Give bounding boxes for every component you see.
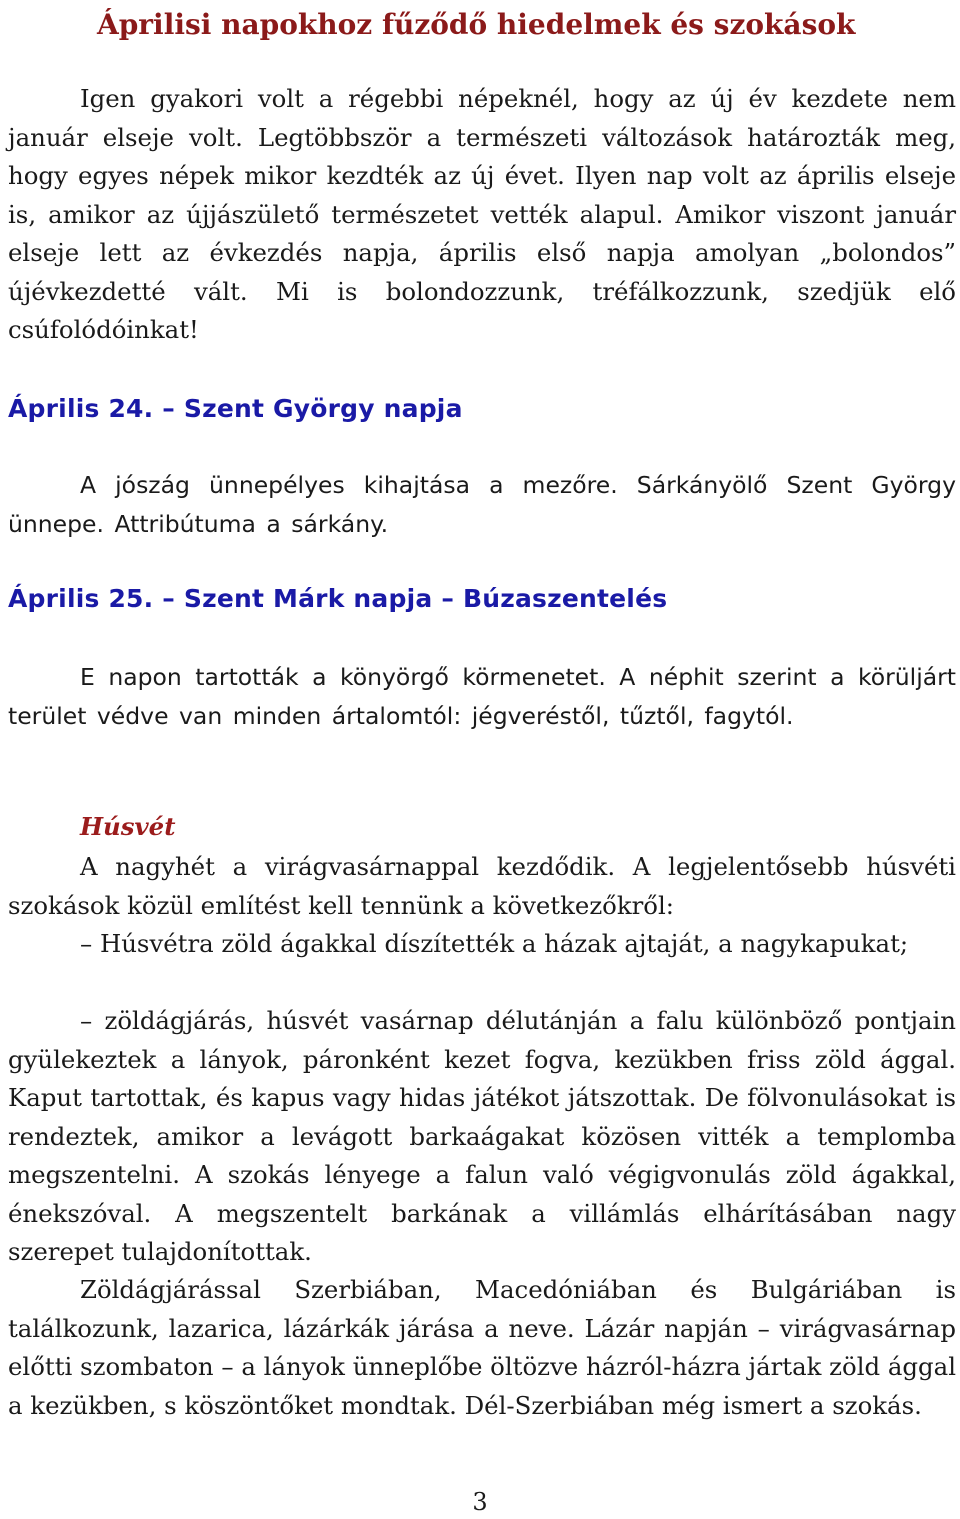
easter-subheading: Húsvét [80, 812, 176, 841]
section-heading-april-24: Április 24. – Szent György napja [8, 394, 463, 423]
easter-lead-paragraph: A nagyhét a virágvasárnappal kezdődik. A legjelentősebb húsvéti szokások közül említést kell tennünk a következőkről: [8, 852, 956, 920]
page-number: 3 [472, 1488, 488, 1516]
easter-list-item-2: – zöldágjárás, húsvét vasárnap délutánján a falu különböző pontjain gyülekeztek a lányok, páronként kezet fogva, kezükben friss zöld ággal. Kaput tartottak, és kapus vagy hidas játékot játszottak. De fölvonulásokat is rendeztek, amikor a levágott barkaágakat közösen vitték a templomba megszentelni. A szokás lényege a falun való végigvonulás zöld ágakkal, énekszóval. A megszentelt barkának a villámlás elhárításában nagy szerepet tulajdonítottak. [8, 1006, 956, 1266]
closing-paragraph: Zöldágjárással Szerbiában, Macedóniában és Bulgáriában is találkozunk, lazarica, lázárkák járása a neve. Lázár napján – virágvasárnap előtti szombaton – a lányok ünneplőbe öltözve házról-házra jártak zöld ággal a kezükben, s köszöntőket mondtak. Dél-Szerbiában még ismert a szokás. [8, 1275, 956, 1420]
easter-list-item-1: – Húsvétra zöld ágakkal díszítették a házak ajtaját, a nagykapukat; [80, 929, 909, 958]
intro-paragraph: Igen gyakori volt a régebbi népeknél, hogy az új év kezdete nem január elseje volt. Legtöbbször a természeti változások határozták meg, hogy egyes népek mikor kezdték az új évet. Ilyen nap volt az április elseje is, amikor az újjászülető természetet vették alapul. Amikor viszont január elseje lett az évkezdés napja, április első napja amolyan „bolondos” újévkezdetté vált. Mi is bolondozzunk, tréfálkozzunk, szedjük elő csúfolódóinkat! [8, 84, 956, 344]
section-heading-april-25: Április 25. – Szent Márk napja – Búzaszentelés [8, 584, 668, 613]
section-text-april-25: E napon tartották a könyörgő körmenetet. A néphit szerint a körüljárt terület védve van minden ártalomtól: jégveréstől, tűztől, fagytól. [8, 663, 956, 730]
section-text-april-24: A jószág ünnepélyes kihajtása a mezőre. Sárkányölő Szent György ünnepe. Attribútuma a sárkány. [8, 471, 956, 538]
page-title: Áprilisi napokhoz fűződő hiedelmek és szokások [97, 8, 856, 41]
